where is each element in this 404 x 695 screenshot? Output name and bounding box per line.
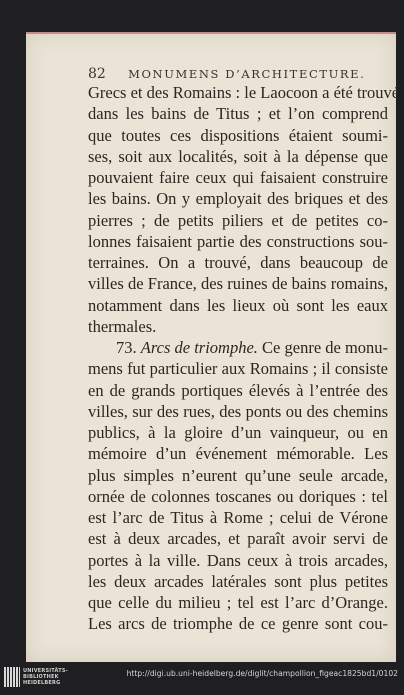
text-line: que toutes ces dispositions étaient soumi- — [88, 125, 388, 145]
text-line: portes à la ville. Dans ceux à trois arcades, — [88, 550, 388, 570]
running-head — [88, 66, 388, 82]
page-number: 82 — [88, 66, 106, 82]
text-line: mens fut particulier aux Romains ; il consiste — [88, 359, 388, 379]
source-url[interactable]: http://digi.ub.uni-heidelberg.de/diglit/champollion_figeac1825bd1/0102 — [126, 669, 398, 678]
text-line: notamment dans les lieux où sont les eaux — [88, 295, 388, 315]
running-title: MONUMENS D’ARCHITECTURE. — [128, 67, 366, 81]
text-line: lonnes faisaient partie des constructions sou- — [88, 231, 388, 251]
library-logo-icon — [4, 667, 20, 687]
text-line: ornée de colonnes toscanes ou doriques : tel — [88, 486, 388, 506]
section-heading-line — [88, 337, 388, 358]
text-line: publics, à la gloire d’un vainqueur, ou en — [88, 423, 388, 442]
text-line: mémoire d’un événement mémorable. Les — [88, 444, 388, 464]
text-line: villes, sur des rues, des ponts ou des chemins — [88, 401, 388, 421]
library-logo — [4, 667, 68, 687]
section-first-line-text: Ce genre de monu- — [262, 338, 389, 357]
text-line: dans les bains de Titus ; et l’on comprend — [88, 104, 388, 124]
book-page — [26, 32, 400, 662]
text-line: terraines. On a trouvé, dans beaucoup de — [88, 253, 388, 272]
body-text — [88, 82, 400, 635]
text-line: les bains. On y employait des briques et des — [88, 189, 388, 209]
viewer-footer — [0, 664, 404, 695]
text-line: villes de France, des ruines de bains romains, — [88, 274, 388, 294]
text-line: pierres ; de petits piliers et de petites co- — [88, 210, 388, 230]
text-line: que celle du milieu ; tel est l’arc d’Orange. — [88, 593, 388, 612]
text-line: pouvaient faire ceux qui faisaient construire — [88, 168, 388, 187]
section-title: Arcs de triomphe. — [140, 338, 258, 357]
section-number: 73. — [116, 338, 137, 357]
library-logo-text: UNIVERSITÄTS- BIBLIOTHEK HEIDELBERG — [23, 668, 68, 686]
text-line: ses, soit aux localités, soit à la dépense que — [88, 146, 388, 166]
text-line: est l’arc de Titus à Rome ; celui de Vérone — [88, 508, 388, 527]
text-line: plus simples n’eurent qu’une seule arcade, — [88, 465, 388, 485]
text-line: est à deux arcades, et paraît avoir servi de — [88, 529, 388, 549]
text-line: les deux arcades latérales sont plus petites — [88, 571, 388, 591]
text-line: thermales. — [88, 316, 157, 336]
text-line: Les arcs de triomphe de ce genre sont cou- — [88, 614, 388, 634]
text-line: Grecs et des Romains : le Laocoon a été trouvé — [88, 83, 400, 102]
text-line: en de grands portiques élevés à l’entrée des — [88, 380, 388, 400]
